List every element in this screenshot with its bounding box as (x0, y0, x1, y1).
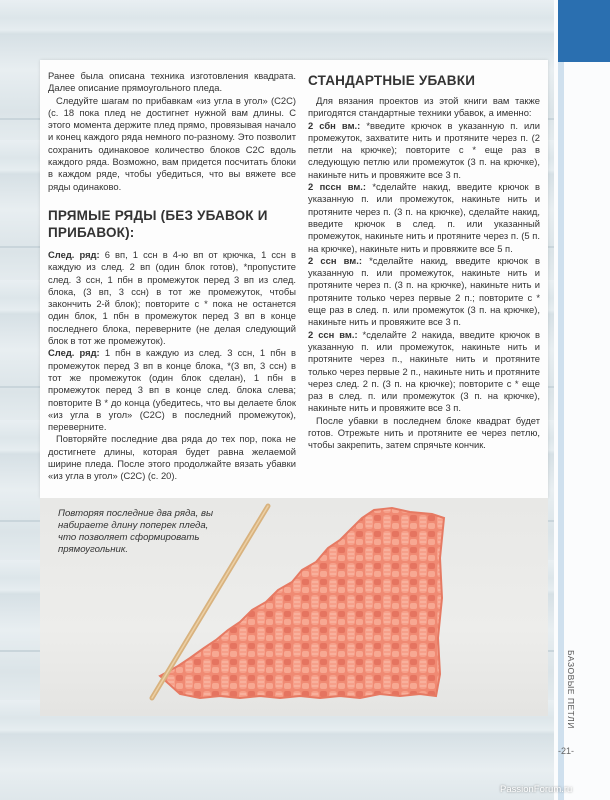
page-number: -21- (558, 746, 575, 756)
photo-caption: Повторяя последние два ряда, вы набираете длину поперек пледа, что позволяет сформировать прямоугольник. (58, 508, 214, 555)
decrease-text: *введите крючок в указанную п. или промежуток, захватите нить и протяните через п. (2 петли на крючке); повторите с * еще раз в следующую петлю или промежуток (3 п. на крючке), накиньте нить и провяжите все 3 п. (308, 119, 540, 180)
pattern-row (48, 249, 296, 347)
section-heading-straight-rows: ПРЯМЫЕ РЯДЫ (БЕЗ УБАВОК И ПРИБАВОК): (48, 207, 268, 240)
instruction-card (40, 60, 548, 498)
decrease-label: 2 ссн вм.: (308, 254, 362, 266)
section-side-label (566, 650, 578, 730)
side-label-text: БАЗОВЫЕ ПЕТЛИ (566, 650, 576, 729)
decrease-item (308, 329, 540, 415)
decrease-label: 2 сбн вм.: (308, 119, 361, 131)
left-column (48, 70, 296, 483)
decrease-text: *сделайте накид, введите крючок в указанную п. или промежуток, накиньте нить и протяните через п. (3 п. на крючке), сделайте накид, введите крючок в след. п. или указанный промежуток, накиньте нить и протяните через п. (5 п. на крючке), накиньте нить и провяжите все 5 п. (308, 181, 540, 254)
row-text: 1 пбн в каждую из след. 3 ссн, 1 пбн в промежуток перед 3 вп в конце блока, *(3 вп, 3 ссн) в тот же промежуток (один блок сделан), 1 пбн в промежуток перед 3 вп в конце след. блока слева; повторите В * до конца (убедитесь, что вы делаете блок «из угла в угол» (C2C) в последний промежуток), переверните. (48, 347, 297, 433)
blue-edge-strip (558, 62, 564, 800)
right-column (308, 70, 540, 452)
decrease-text: *сделайте накид, введите крючок в указанную п. или промежуток, накиньте нить и протяните через п. (3 п. на крючке), накиньте нить и протяните только через первые 2 п.; повторите с * еще раз в след. п. или промежуток (3 п. на крючке), накиньте нить и провяжите все 3 п. (308, 254, 540, 328)
section-heading-standard-decreases: СТАНДАРТНЫЕ УБАВКИ (308, 73, 476, 88)
row-text: 6 вп, 1 ссн в 4-ю вп от крючка, 1 ссн в каждую из след. 2 вп (один блок готов), *пропустите след. 3 ссн, 1 пбн в промежуток перед 3 вп из след. блока, (3 вп, 3 ссн) в тот же промежуток, чтобы закончить 2-й блок); повторите с * пока не останется один блок, 1 пбн в промежуток перед 3 вп в конце последнего блока, переверните (не делая следующий блок в тот же промежуток). (48, 248, 296, 347)
decrease-item (308, 120, 540, 181)
intro-paragraph: Ранее была описана техника изготовления квадрата. Далее описание прямоугольного пледа. (48, 70, 296, 94)
row-label: След. ряд: (48, 248, 100, 260)
decreases-intro: Для вязания проектов из этой книги вам также пригодятся стандартные техники убавок, а именно: (308, 95, 540, 119)
decrease-label: 2 пссн вм.: (308, 181, 367, 193)
decrease-item (308, 255, 540, 329)
page-edge (554, 0, 610, 800)
pattern-row (48, 347, 296, 433)
intro-paragraph: Следуйте шагам по прибавкам «из угла в угол» (C2C) (с. 18 пока плед не достигнет нужной вам длины. С этого момента держите плед прямо, провязывая начало и конец каждого ряда немного по-разному. Это позволит сохранить одинаковое количество блоков C2C вдоль каждого ряда. Возможно, вам придется посчитать блоки в каждом ряде, чтобы убедиться, что вы вяжете все ряды одинаково. (48, 94, 296, 192)
outro-paragraph: Повторяйте последние два ряда до тех пор, пока не достигнете длины, которая будет равна желаемой ширине пледа. После этого продолжайте вязать убавки «из угла в угол» (C2C) (с. 20). (48, 433, 296, 482)
decrease-label: 2 ссн вм.: (308, 328, 358, 340)
decrease-item (308, 181, 540, 255)
watermark: PassionForum.ru (500, 784, 573, 795)
decreases-outro: После убавки в последнем блоке квадрат будет готов. Отрежьте нить и протяните ее через петлю, чтобы закрепить, затем спрячьте кончик. (308, 414, 540, 451)
decrease-text: *сделайте 2 накида, введите крючок в указанную п. или промежуток, накиньте нить и протяните через п., накиньте нить и протяните только через первые 2 п., накиньте нить и протяните через след. 2 п. (3 п. на крючке); повторите с * еще раз в след. п. или промежуток (3 п. на крючке), накиньте нить и провяжите все 3 п. (308, 328, 540, 414)
row-label: След. ряд: (48, 347, 100, 359)
blue-corner-tab (558, 0, 610, 62)
